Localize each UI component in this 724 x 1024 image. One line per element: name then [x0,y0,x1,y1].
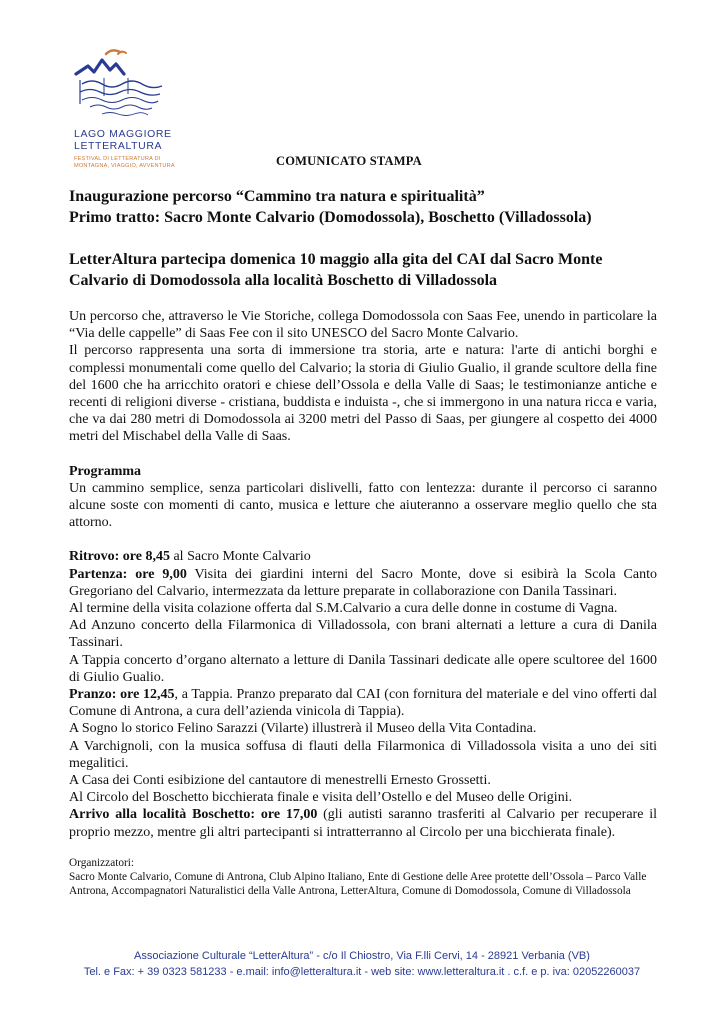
logo-name-line1: LAGO MAGGIORE [74,128,172,140]
organizers-section [69,856,657,898]
logo-name [74,128,184,152]
programma-title: Programma [69,463,142,479]
main-heading [69,186,657,228]
organizers-title: Organizzatori: [69,856,135,869]
programma-section [69,463,657,532]
schedule-casa-conti: A Casa dei Conti esibizione del cantautore di menestrelli Ernesto Grossetti. [69,773,491,789]
schedule-partenza: Partenza: ore 9,00 Visita dei giardini interni del Sacro Monte, dove si esibirà la Scola Canto Gregoriano del Calvario, intermezzata da letture preparate in collaborazione con Danila Tassinari. [69,566,657,599]
logo-mark-icon [68,44,188,128]
intro-paragraph-2: Il percorso rappresenta una sorta di immersione tra storia, arte e natura: l'arte di antichi borghi e complessi monumentali come quello del Calvario; la storia di Giulio Gualio, il grande scultore della fine del 1600 che ha arricchito oratori e chiese dell’Ossola e della Valle di Saas; le testimonianze antiche e recenti di religioni diverse - cristiana, buddista e induista -, che si immergono in una natura ricca e varia, che va dai 280 metri di Domodossola ai 3200 metri del Passo di Saas, per giungere al cospetto dei 4000 metri del Mischabel della Valle di Saas. [69,343,657,445]
schedule-arrivo: Arrivo alla località Boschetto: ore 17,00 (gli autisti saranno trasferiti al Calvario per recuperare il proprio mezzo, mentre gli altri partecipanti si intratterranno al Circolo per una bicchierata finale). [69,807,657,840]
organizers-list: Sacro Monte Calvario, Comune di Antrona, Club Alpino Italiano, Ente di Gestione delle Aree protette dell’Ossola – Parco Valle Antrona, Accompagnatori Naturalistici della Valle Antrona, LetterAltura, Comune di Domodossola, Comune di Villadossola [69,870,647,897]
footer-contacts: Tel. e Fax: + 39 0323 581233 - e.mail: info@letteraltura.it - web site: www.letteraltura.it . c.f. e p. iva: 02052260037 [83,966,641,978]
logo-sub-line1: FESTIVAL DI LETTERATURA DI [74,156,161,162]
document-type-title: COMUNICATO STAMPA [276,154,422,168]
schedule-ritrovo: Ritrovo: ore 8,45 al Sacro Monte Calvario [69,549,311,565]
logo-subtitle [74,156,186,170]
schedule-tappia: A Tappia concerto d’organo alternato a letture di Danila Tassinari dedicate alle opere scultoree del 1600 di Giulio Gualio. [69,652,657,685]
schedule-colazione: Al termine della visita colazione offerta dal S.M.Calvario a cura delle donne in costume di Vagna. [69,601,618,617]
main-heading-line1: Inaugurazione percorso “Cammino tra natura e spiritualità” [69,188,485,205]
logo-name-line2: LETTERALTURA [74,140,163,152]
press-release-body [69,186,657,898]
footer-address: Associazione Culturale “LetterAltura” - c/o Il Chiostro, Via F.lli Cervi, 14 - 28921 Verbania (VB) [134,950,590,962]
sub-heading: LetterAltura partecipa domenica 10 maggio alla gita del CAI dal Sacro Monte Calvario di Domodossola alla località Boschetto di Villadossola [69,251,603,289]
letteraltura-logo [68,44,188,176]
logo-sub-line2: MONTAGNA, VIAGGIO, AVVENTURA [74,163,175,169]
schedule-section [69,548,657,840]
schedule-sogno: A Sogno lo storico Felino Sarazzi (Vilarte) illustrerà il Museo della Vita Contadina. [69,721,537,737]
schedule-pranzo: Pranzo: ore 12,45, a Tappia. Pranzo preparato dal CAI (con fornitura del materiale e del vino offerti dal Comune di Antrona, a cura dell’azienda vinicola di Tappia). [69,687,658,720]
schedule-circolo: Al Circolo del Boschetto bicchierata finale e visita dell’Ostello e del Museo delle Origini. [69,790,573,806]
schedule-varchignoli: A Varchignoli, con la musica soffusa di flauti della Filarmonica di Villadossola visita a uno dei siti megalitici. [69,738,657,771]
main-heading-line2: Primo tratto: Sacro Monte Calvario (Domodossola), Boschetto (Villadossola) [69,209,592,226]
schedule-anzuno: Ad Anzuno concerto della Filarmonica di Villadossola, con brani alternati a letture a cura di Danila Tassinari. [69,618,657,651]
intro-paragraph-1: Un percorso che, attraverso le Vie Storiche, collega Domodossola con Saas Fee, unendo in particolare la “Via delle cappelle” di Saas Fee con il sito UNESCO del Sacro Monte Calvario. [69,309,657,342]
programma-text: Un cammino semplice, senza particolari dislivelli, fatto con lentezza: durante il percorso ci saranno alcune soste con momenti di canto, musica e letture che aiuteranno a osservare meglio quello che sta attorno. [69,480,657,531]
